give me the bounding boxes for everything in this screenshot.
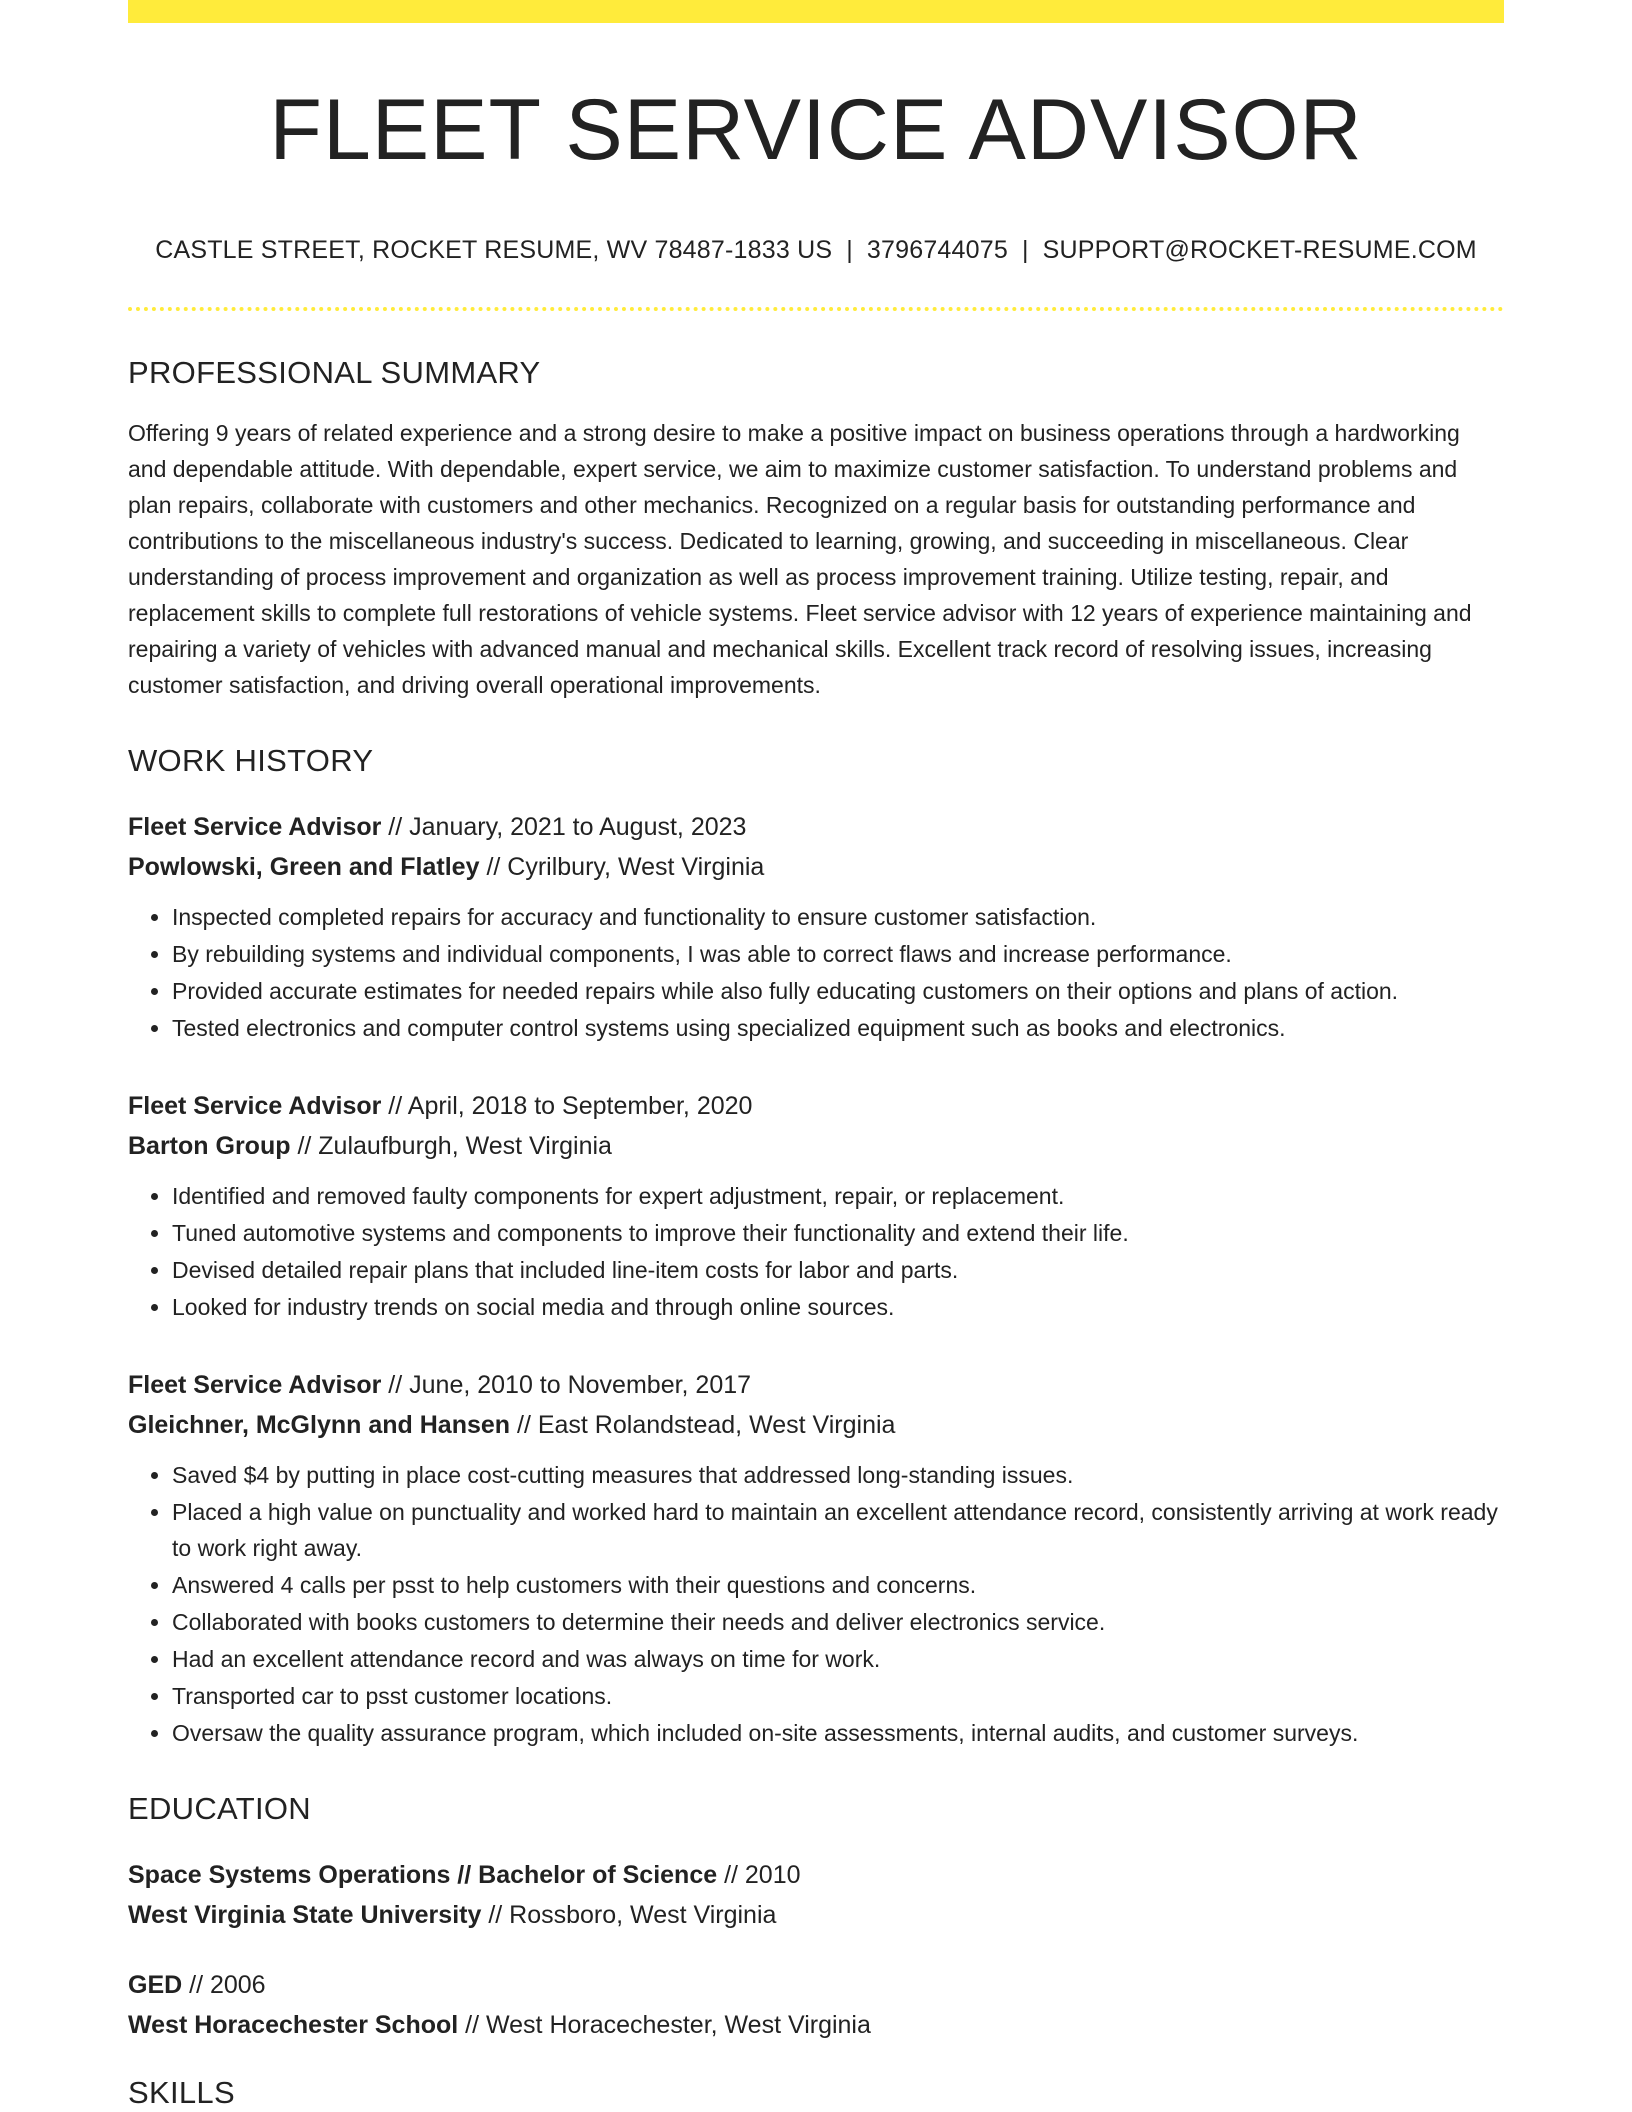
job-dates: // June, 2010 to November, 2017 xyxy=(381,1370,752,1399)
contact-address: CASTLE STREET, ROCKET RESUME, WV 78487-1833 US xyxy=(155,235,833,264)
list-item: • Had an excellent attendance record and was always on time for work. xyxy=(172,1641,1504,1677)
job-role: Fleet Service Advisor xyxy=(128,1370,382,1399)
list-item: • Transported car to psst customer locations. xyxy=(172,1678,1504,1714)
education-degree: GED xyxy=(128,1970,183,1999)
contact-separator: | xyxy=(846,235,853,264)
contact-separator: | xyxy=(1021,235,1029,264)
contact-phone: 3796744075 xyxy=(866,235,1008,264)
list-item: • Devised detailed repair plans that included line-item costs for labor and parts. xyxy=(172,1252,1504,1288)
job-company-line xyxy=(128,847,1504,887)
education-location: // Rossboro, West Virginia xyxy=(481,1900,777,1929)
education-school: West Virginia State University xyxy=(128,1900,482,1929)
work-history-heading: WORK HISTORY xyxy=(128,742,374,778)
job-title-line xyxy=(128,807,1504,847)
education-school-line xyxy=(128,1895,1504,1935)
list-item: • Placed a high value on punctuality and worked hard to maintain an excellent attendance record, consistently arriving at work ready to work right away. xyxy=(172,1494,1504,1566)
job-title-line xyxy=(128,1365,1504,1405)
contact-email: SUPPORT@ROCKET-RESUME.COM xyxy=(1042,235,1477,264)
list-item: • Tuned automotive systems and components to improve their functionality and extend their life. xyxy=(172,1215,1504,1251)
education-school-line xyxy=(128,2005,1504,2045)
list-item: • Tested electronics and computer control systems using specialized equipment such as books and electronics. xyxy=(172,1010,1504,1046)
job-company-line xyxy=(128,1405,1504,1445)
job-company: Powlowski, Green and Flatley xyxy=(128,852,480,881)
job-company: Barton Group xyxy=(128,1131,291,1160)
resume-name: FLEET SERVICE ADVISOR xyxy=(269,82,1363,178)
job-entry xyxy=(128,807,1504,1046)
list-item: • Oversaw the quality assurance program, which included on-site assessments, internal audits, and customer surveys. xyxy=(172,1715,1504,1751)
job-location: // Cyrilbury, West Virginia xyxy=(479,852,765,881)
job-entry xyxy=(128,1086,1504,1325)
education-school: West Horacechester School xyxy=(128,2010,459,2039)
job-title-line xyxy=(128,1086,1504,1126)
education-degree: Space Systems Operations // Bachelor of Science xyxy=(128,1860,718,1889)
job-location: // East Rolandstead, West Virginia xyxy=(510,1410,896,1439)
list-item: • By rebuilding systems and individual components, I was able to correct flaws and increase performance. xyxy=(172,936,1504,972)
job-bullets xyxy=(128,1178,1504,1325)
job-dates: // January, 2021 to August, 2023 xyxy=(381,812,747,841)
education-degree-line xyxy=(128,1855,1504,1895)
job-entry xyxy=(128,1365,1504,1751)
contact-line xyxy=(128,236,1504,265)
job-role: Fleet Service Advisor xyxy=(128,1091,382,1120)
list-item: • Collaborated with books customers to determine their needs and deliver electronics service. xyxy=(172,1604,1504,1640)
list-item: • Answered 4 calls per psst to help customers with their questions and concerns. xyxy=(172,1567,1504,1603)
education-year: // 2006 xyxy=(182,1970,266,1999)
header-divider xyxy=(128,307,1504,311)
job-bullets xyxy=(128,899,1504,1046)
education-heading: EDUCATION xyxy=(128,1790,311,1826)
summary-heading: PROFESSIONAL SUMMARY xyxy=(128,354,541,390)
job-location: // Zulaufburgh, West Virginia xyxy=(290,1131,612,1160)
list-item: • Saved $4 by putting in place cost-cutting measures that addressed long-standing issues. xyxy=(172,1457,1504,1493)
summary-text: Offering 9 years of related experience and a strong desire to make a positive impact on business operations through a hardworking and dependable attitude. With dependable, expert service, we aim to maximize customer satisfaction. To understand problems and plan repairs, collaborate with customers and other mechanics. Recognized on a regular basis for outstanding performance and contributions to the miscellaneous industry's success. Dedicated to learning, growing, and succeeding in miscellaneous. Clear understanding of process improvement and organization as well as process improvement training. Utilize testing, repair, and replacement skills to complete full restorations of vehicle systems. Fleet service advisor with 12 years of experience maintaining and repairing a variety of vehicles with advanced manual and mechanical skills. Excellent track record of resolving issues, increasing customer satisfaction, and driving overall operational improvements. xyxy=(128,419,1472,698)
resume-page xyxy=(128,0,1504,2111)
list-item: • Looked for industry trends on social media and through online sources. xyxy=(172,1289,1504,1325)
education-degree-line xyxy=(128,1965,1504,2005)
education-year: // 2010 xyxy=(717,1860,801,1889)
education-entry xyxy=(128,1965,1504,2045)
education-entry xyxy=(128,1855,1504,1935)
job-company: Gleichner, McGlynn and Hansen xyxy=(128,1410,511,1439)
job-dates: // April, 2018 to September, 2020 xyxy=(381,1091,753,1120)
job-role: Fleet Service Advisor xyxy=(128,812,382,841)
list-item: • Inspected completed repairs for accuracy and functionality to ensure customer satisfaction. xyxy=(172,899,1504,935)
education-location: // West Horacechester, West Virginia xyxy=(458,2010,871,2039)
list-item: • Identified and removed faulty components for expert adjustment, repair, or replacement. xyxy=(172,1178,1504,1214)
job-bullets xyxy=(128,1457,1504,1751)
top-accent-bar xyxy=(128,0,1504,23)
skills-heading: SKILLS xyxy=(128,2074,235,2110)
list-item: • Provided accurate estimates for needed repairs while also fully educating customers on their options and plans of action. xyxy=(172,973,1504,1009)
job-company-line xyxy=(128,1126,1504,1166)
